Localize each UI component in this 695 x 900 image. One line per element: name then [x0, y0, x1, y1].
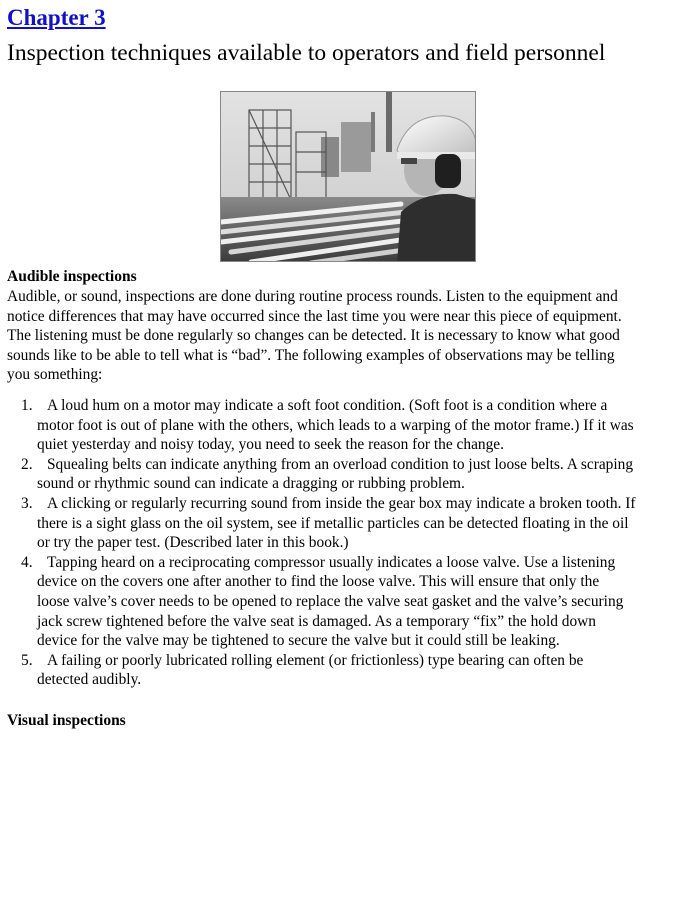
intro-line: you something:	[7, 366, 103, 384]
list-item	[0, 651, 636, 690]
list-item-line: quiet yesterday and noisy today, you need to seek the reason for the change.	[37, 436, 504, 454]
list-item-number: 5.	[21, 651, 33, 669]
visual-inspections-heading: Visual inspections	[7, 712, 126, 729]
list-item-line: there is a sight glass on the oil system, see if metallic particles can be detected floating in the oil	[37, 514, 629, 532]
intro-line: Audible, or sound, inspections are done during routine process rounds. Listen to the equipment and	[7, 288, 618, 305]
chapter-link[interactable]: Chapter 3	[7, 5, 106, 30]
intro-line: notice differences that may have occurred since the last time you were near this piece of equipment.	[7, 307, 622, 325]
list-item-line: loose valve’s cover needs to be opened to replace the valve seat gasket and the valve’s securing	[37, 592, 624, 610]
list-item	[0, 396, 636, 455]
list-item-line: detected audibly.	[37, 671, 142, 689]
list-item-line: Tapping heard on a reciprocating compressor usually indicates a loose valve. Use a listening	[47, 553, 616, 571]
list-item-number: 2.	[21, 455, 33, 473]
observations-list	[0, 396, 636, 690]
list-item-line: device on the covers one after another to find the loose valve. This will ensure that only the	[37, 573, 600, 591]
list-item-line: or try the paper test. (Described later in this book.)	[37, 534, 349, 552]
refinery-worker-photo	[220, 91, 476, 262]
audible-intro-paragraph	[7, 287, 689, 385]
list-item	[0, 553, 636, 651]
list-item-line: motor foot is out of plane with the others, which leads to a warping of the motor frame.) If it was	[37, 416, 634, 434]
chapter-subtitle: Inspection techniques available to operators and field personnel	[7, 40, 606, 66]
list-item-number: 1.	[21, 397, 33, 414]
list-item	[0, 494, 636, 553]
intro-line: sounds like to be able to tell what is “bad”. The following examples of observations may be telling	[7, 346, 615, 364]
list-item-line: device for the valve may be tightened to secure the valve but it could still be leaking.	[37, 632, 560, 650]
list-item	[0, 455, 636, 494]
list-item-line: sound or rhythmic sound can indicate a dragging or rubbing problem.	[37, 475, 465, 493]
list-item-line: A failing or poorly lubricated rolling element (or frictionless) type bearing can often be	[47, 651, 584, 669]
audible-inspections-heading: Audible inspections	[7, 268, 137, 285]
list-item-number: 3.	[21, 494, 33, 512]
list-item-line: A clicking or regularly recurring sound from inside the gear box may indicate a broken tooth. If	[47, 494, 636, 512]
intro-line: The listening must be done regularly so changes can be detected. It is necessary to know what good	[7, 327, 620, 345]
list-item-line: A loud hum on a motor may indicate a soft foot condition. (Soft foot is a condition where a	[47, 397, 608, 414]
list-item-number: 4.	[21, 553, 33, 571]
list-item-line: Squealing belts can indicate anything from an overload condition to just loose belts. A scraping	[47, 455, 634, 473]
list-item-line: jack screw tightened before the valve seat is damaged. As a temporary “fix” the hold down	[37, 612, 596, 630]
